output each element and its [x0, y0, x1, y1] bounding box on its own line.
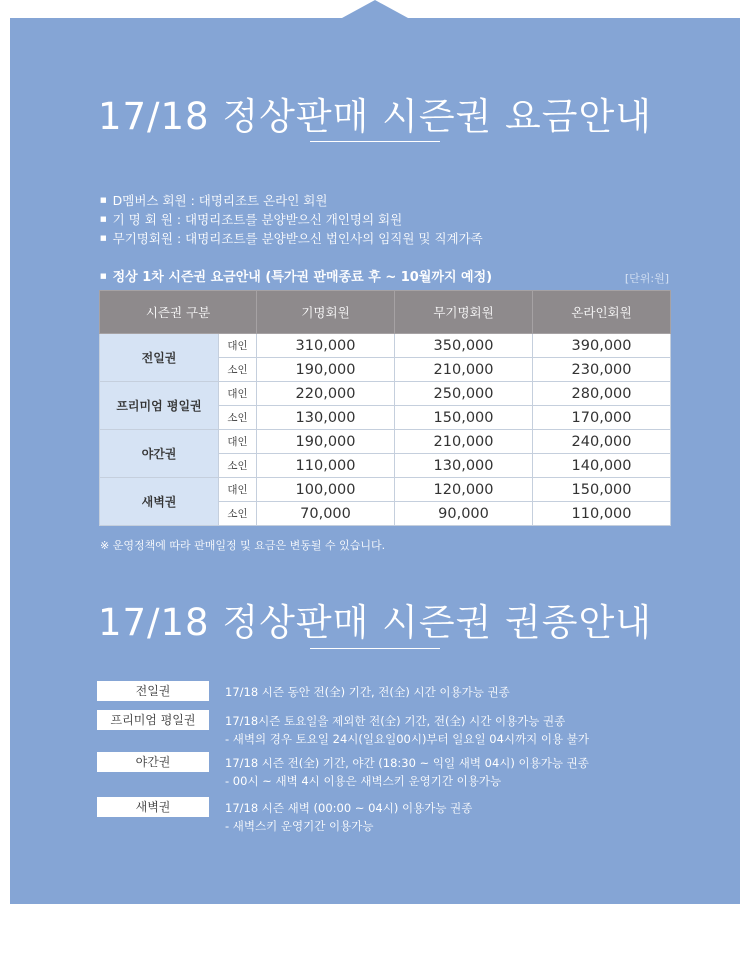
fee-section-title: 17/18 정상판매 시즌권 요금안내: [97, 95, 653, 138]
price-cell: 350,000: [395, 334, 533, 358]
price-cell: 230,000: [533, 358, 671, 382]
price-cell: 110,000: [257, 454, 395, 478]
description-line: 17/18시즌 토요일을 제외한 전(全) 기간, 전(全) 시간 이용가능 권종: [225, 714, 566, 728]
table-row: [100, 430, 671, 454]
price-cell: 110,000: [533, 502, 671, 526]
ticket-section-title: 17/18 정상판매 시즌권 권종안내: [97, 601, 653, 644]
fee-table: [99, 290, 671, 526]
age-type: 대인: [219, 334, 257, 358]
age-type: 소인: [219, 406, 257, 430]
ticket-description: [225, 712, 589, 748]
age-type: 대인: [219, 478, 257, 502]
column-header: 기명회원: [257, 291, 395, 334]
price-cell: 170,000: [533, 406, 671, 430]
ticket-description: [225, 683, 510, 701]
column-header: 온라인회원: [533, 291, 671, 334]
ticket-category: 전일권: [100, 334, 219, 382]
price-cell: 90,000: [395, 502, 533, 526]
column-header: 시즌권 구분: [100, 291, 257, 334]
description-line: 17/18 시즌 새벽 (00:00 ~ 04시) 이용가능 권종: [225, 801, 473, 815]
ticket-description: [225, 754, 589, 790]
table-row: [100, 382, 671, 406]
description-line: - 새벽의 경우 토요일 24시(일요일00시)부터 일요일 04시까지 이용 불가: [225, 732, 589, 746]
price-cell: 240,000: [533, 430, 671, 454]
table-row: [100, 334, 671, 358]
age-type: 소인: [219, 358, 257, 382]
top-notch: [342, 0, 408, 18]
price-cell: 150,000: [395, 406, 533, 430]
title-divider: [310, 141, 440, 142]
price-cell: 210,000: [395, 358, 533, 382]
price-cell: 220,000: [257, 382, 395, 406]
ticket-name-label: 야간권: [97, 752, 209, 772]
unit-label: [단위:원]: [624, 272, 669, 285]
price-cell: 140,000: [533, 454, 671, 478]
description-line: - 00시 ~ 새벽 4시 이용은 새벽스키 운영기간 이용가능: [225, 774, 502, 788]
ticket-description: [225, 799, 472, 835]
price-cell: 390,000: [533, 334, 671, 358]
ticket-category: 새벽권: [100, 478, 219, 526]
description-line: - 새벽스키 운영기간 이용가능: [225, 819, 374, 833]
price-cell: 130,000: [395, 454, 533, 478]
price-cell: 150,000: [533, 478, 671, 502]
price-cell: 280,000: [533, 382, 671, 406]
ticket-name-label: 프리미엄 평일권: [97, 710, 209, 730]
ticket-category: 프리미엄 평일권: [100, 382, 219, 430]
age-type: 소인: [219, 502, 257, 526]
membership-notes: [100, 191, 483, 248]
price-cell: 250,000: [395, 382, 533, 406]
ticket-name-label: 전일권: [97, 681, 209, 701]
fee-footnote: ※ 운영정책에 따라 판매일정 및 요금은 변동될 수 있습니다.: [100, 539, 386, 552]
price-cell: 190,000: [257, 430, 395, 454]
description-line: 17/18 시즌 전(全) 기간, 야간 (18:30 ~ 익일 새벽 04시) 이용가능 권종: [225, 756, 589, 770]
ticket-category: 야간권: [100, 430, 219, 478]
description-line: 17/18 시즌 동안 전(全) 기간, 전(全) 시간 이용가능 권종: [225, 685, 510, 699]
age-type: 소인: [219, 454, 257, 478]
note-item: ■ 기 명 회 원 : 대명리조트를 분양받으신 개인명의 회원: [100, 210, 483, 229]
table-row: [100, 478, 671, 502]
price-cell: 190,000: [257, 358, 395, 382]
price-cell: 210,000: [395, 430, 533, 454]
price-cell: 100,000: [257, 478, 395, 502]
age-type: 대인: [219, 382, 257, 406]
column-header: 무기명회원: [395, 291, 533, 334]
price-cell: 310,000: [257, 334, 395, 358]
fee-table-header: [100, 291, 671, 334]
note-item: ■ D멤버스 회원 : 대명리조트 온라인 회원: [100, 191, 483, 210]
price-cell: 130,000: [257, 406, 395, 430]
title-divider: [310, 648, 440, 649]
price-cell: 70,000: [257, 502, 395, 526]
price-cell: 120,000: [395, 478, 533, 502]
ticket-name-label: 새벽권: [97, 797, 209, 817]
fee-subheading: ■ 정상 1차 시즌권 요금안내 (특가권 판매종료 후 ~ 10월까지 예정): [100, 266, 492, 285]
note-item: ■ 무기명회원 : 대명리조트를 분양받으신 법인사의 임직원 및 직계가족: [100, 229, 483, 248]
age-type: 대인: [219, 430, 257, 454]
